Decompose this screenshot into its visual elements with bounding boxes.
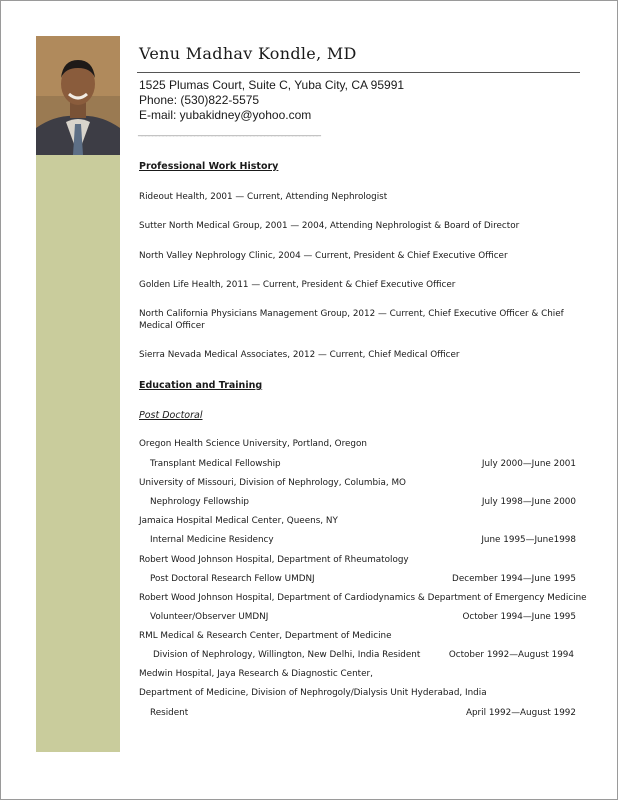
work-item: North California Physicians Management Group, 2012 — Current, Chief Executive Officer & Chief Medical Officer (139, 309, 564, 331)
post-doctoral-subheading: Post Doctoral (139, 410, 203, 421)
dashed-separator: ____________________________________________________ (138, 127, 320, 137)
education-heading: Education and Training (139, 380, 263, 391)
education-institution: Jamaica Hospital Medical Center, Queens, NY (139, 516, 338, 526)
education-dates: April 1992—August 1992 (465, 708, 576, 718)
education-role: Nephrology Fellowship (150, 497, 250, 507)
work-item: Sutter North Medical Group, 2001 — 2004, Attending Nephrologist & Board of Director (139, 221, 520, 231)
education-role: Post Doctoral Research Fellow UMDNJ (150, 574, 315, 584)
education-institution: Medwin Hospital, Jaya Research & Diagnostic Center, (139, 669, 373, 679)
email: E-mail: yubakidney@yohoo.com (139, 108, 312, 122)
work-item: North Valley Nephrology Clinic, 2004 — Current, President & Chief Executive Officer (139, 251, 508, 261)
education-institution-detail: Department of Medicine, Division of Nephrogoly/Dialysis Unit Hyderabad, India (139, 688, 487, 698)
education-dates: July 2000—June 2001 (481, 459, 576, 469)
education-institution: RML Medical & Research Center, Department of Medicine (139, 631, 392, 641)
education-dates: December 1994—June 1995 (452, 574, 576, 584)
address: 1525 Plumas Court, Suite C, Yuba City, CA 95991 (139, 78, 405, 92)
contact-block (139, 78, 404, 123)
education-role: Resident (150, 708, 189, 718)
education-institution: University of Missouri, Division of Nephrology, Columbia, MO (139, 478, 406, 488)
phone: Phone: (530)822-5575 (139, 93, 260, 107)
work-item: Sierra Nevada Medical Associates, 2012 — Current, Chief Medical Officer (139, 350, 460, 360)
education-dates: October 1992—August 1994 (448, 650, 574, 660)
header-rule (137, 72, 580, 73)
education-dates: June 1995—June1998 (481, 535, 576, 545)
work-item: Golden Life Health, 2011 — Current, President & Chief Executive Officer (139, 280, 456, 290)
work-heading: Professional Work History (139, 161, 279, 172)
education-institution: Oregon Health Science University, Portland, Oregon (139, 439, 367, 449)
education-dates: July 1998—June 2000 (481, 497, 576, 507)
education-role: Volunteer/Observer UMDNJ (150, 612, 269, 622)
education-role: Transplant Medical Fellowship (150, 459, 281, 469)
person-name: Venu Madhav Kondle, MD (139, 44, 357, 63)
work-item: Rideout Health, 2001 — Current, Attending Nephrologist (139, 192, 388, 202)
education-role: Internal Medicine Residency (150, 535, 274, 545)
sidebar-band (36, 155, 120, 752)
education-role: Division of Nephrology, Willington, New Delhi, India Resident (153, 650, 421, 660)
education-institution: Robert Wood Johnson Hospital, Department of Cardiodynamics & Department of Emergency Medicine (139, 593, 587, 603)
education-dates: October 1994—June 1995 (462, 612, 576, 622)
education-institution: Robert Wood Johnson Hospital, Department of Rheumatology (139, 555, 409, 565)
profile-photo (36, 36, 120, 155)
